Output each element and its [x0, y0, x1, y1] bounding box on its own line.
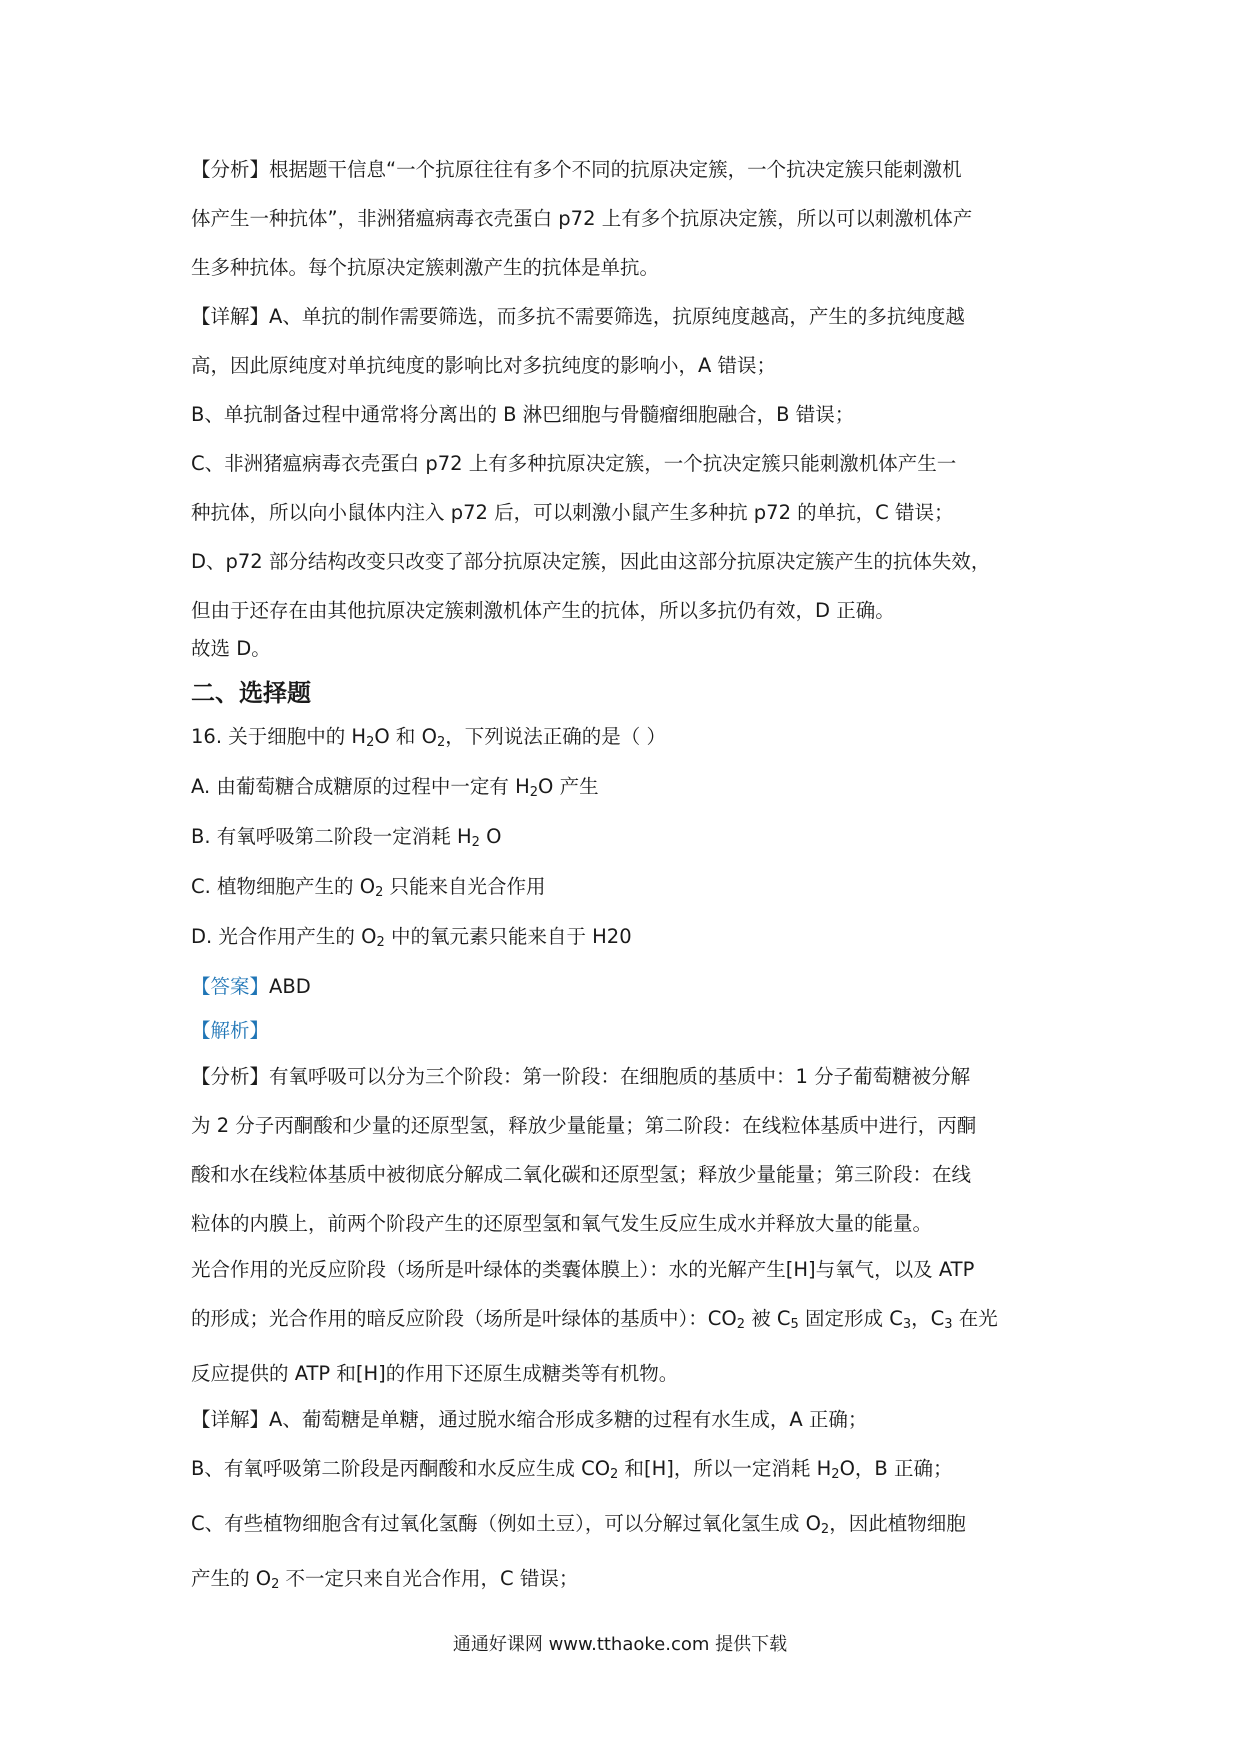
photosynthesis-line: 的形成；光合作用的暗反应阶段（场所是叶绿体的基质中）：$CO_2$ 被 $C_5$ 固定形成 $C_3$，$C_3$ 在光 [191, 1307, 998, 1332]
explain-tag: 【解析】 [191, 1019, 270, 1042]
conclusion-line: 故选 D。 [191, 637, 271, 660]
photosynthesis-line: 反应提供的 ATP 和[H]的作用下还原生成糖类等有机物。 [191, 1362, 679, 1385]
option-c: C. 植物细胞产生的 $O_2$ 只能来自光合作用 [191, 875, 546, 900]
analysis-line: 为 2 分子丙酮酸和少量的还原型氢，释放少量能量；第二阶段：在线粒体基质中进行，丙酮 [191, 1114, 977, 1137]
detail-line: 但由于还存在由其他抗原决定簇刺激机体产生的抗体，所以多抗仍有效，D 正确。 [191, 599, 895, 622]
detail-line: 【详解】A、葡萄糖是单糖，通过脱水缩合形成多糖的过程有水生成，A 正确； [191, 1408, 868, 1431]
detail-line: C、非洲猪瘟病毒衣壳蛋白 p72 上有多种抗原决定簇，一个抗决定簇只能刺激机体产生一 [191, 452, 957, 475]
detail-line: B、有氧呼吸第二阶段是丙酮酸和水反应生成 $CO_2$ 和[H]，所以一定消耗 $H_2O$，B 正确； [191, 1457, 953, 1482]
analysis-line: 粒体的内膜上，前两个阶段产生的还原型氢和氧气发生反应生成水并释放大量的能量。 [191, 1212, 933, 1235]
detail-line: D、p72 部分结构改变只改变了部分抗原决定簇，因此由这部分抗原决定簇产生的抗体失效， [191, 550, 991, 573]
page-footer: 通通好课网 www.tthaoke.com 提供下载 [452, 1634, 788, 1655]
analysis-line: 【分析】有氧呼吸可以分为三个阶段：第一阶段：在细胞质的基质中：1 分子葡萄糖被分解 [191, 1065, 971, 1088]
answer-value: ABD [269, 975, 311, 998]
detail-line: C、有些植物细胞含有过氧化氢酶（例如土豆），可以分解过氧化氢生成 $O_2$，因此植物细胞 [191, 1512, 966, 1537]
analysis-line: 体产生一种抗体”，非洲猪瘟病毒衣壳蛋白 p72 上有多个抗原决定簇，所以可以刺激机体产 [191, 207, 973, 230]
detail-line: 产生的 $O_2$ 不一定只来自光合作用，C 错误； [191, 1567, 579, 1592]
section-heading: 二、选择题 [191, 679, 311, 707]
analysis-line: 酸和水在线粒体基质中被彻底分解成二氧化碳和还原型氢；释放少量能量；第三阶段：在线 [191, 1163, 972, 1186]
detail-line: 【详解】A、单抗的制作需要筛选，而多抗不需要筛选，抗原纯度越高，产生的多抗纯度越 [191, 305, 965, 328]
detail-line: 种抗体，所以向小鼠体内注入 p72 后，可以刺激小鼠产生多种抗 p72 的单抗，C 错误； [191, 501, 954, 524]
detail-line: 高，因此原纯度对单抗纯度的影响比对多抗纯度的影响小，A 错误； [191, 354, 777, 377]
option-d: D. 光合作用产生的 $O_2$ 中的氧元素只能来自于 H20 [191, 925, 632, 950]
analysis-line: 生多种抗体。每个抗原决定簇刺激产生的抗体是单抗。 [191, 256, 660, 279]
option-a: A. 由葡萄糖合成糖原的过程中一定有 $H_2O$ 产生 [191, 775, 599, 800]
detail-line: B、单抗制备过程中通常将分离出的 B 淋巴细胞与骨髓瘤细胞融合，B 错误； [191, 403, 855, 426]
option-b: B. 有氧呼吸第二阶段一定消耗 $H_2$ O [191, 825, 502, 850]
analysis-line: 【分析】根据题干信息“一个抗原往往有多个不同的抗原决定簇，一个抗决定簇只能刺激机 [191, 158, 962, 181]
answer-tag: 【答案】 [191, 975, 270, 998]
photosynthesis-line: 光合作用的光反应阶段（场所是叶绿体的类囊体膜上）：水的光解产生[H]与氧气，以及 ATP [191, 1258, 975, 1281]
answer-line [191, 974, 1061, 1000]
question-stem: 16. 关于细胞中的 $H_2O$ 和 $O_2$，下列说法正确的是（ ） [191, 725, 666, 750]
page-content [191, 157, 1061, 1598]
